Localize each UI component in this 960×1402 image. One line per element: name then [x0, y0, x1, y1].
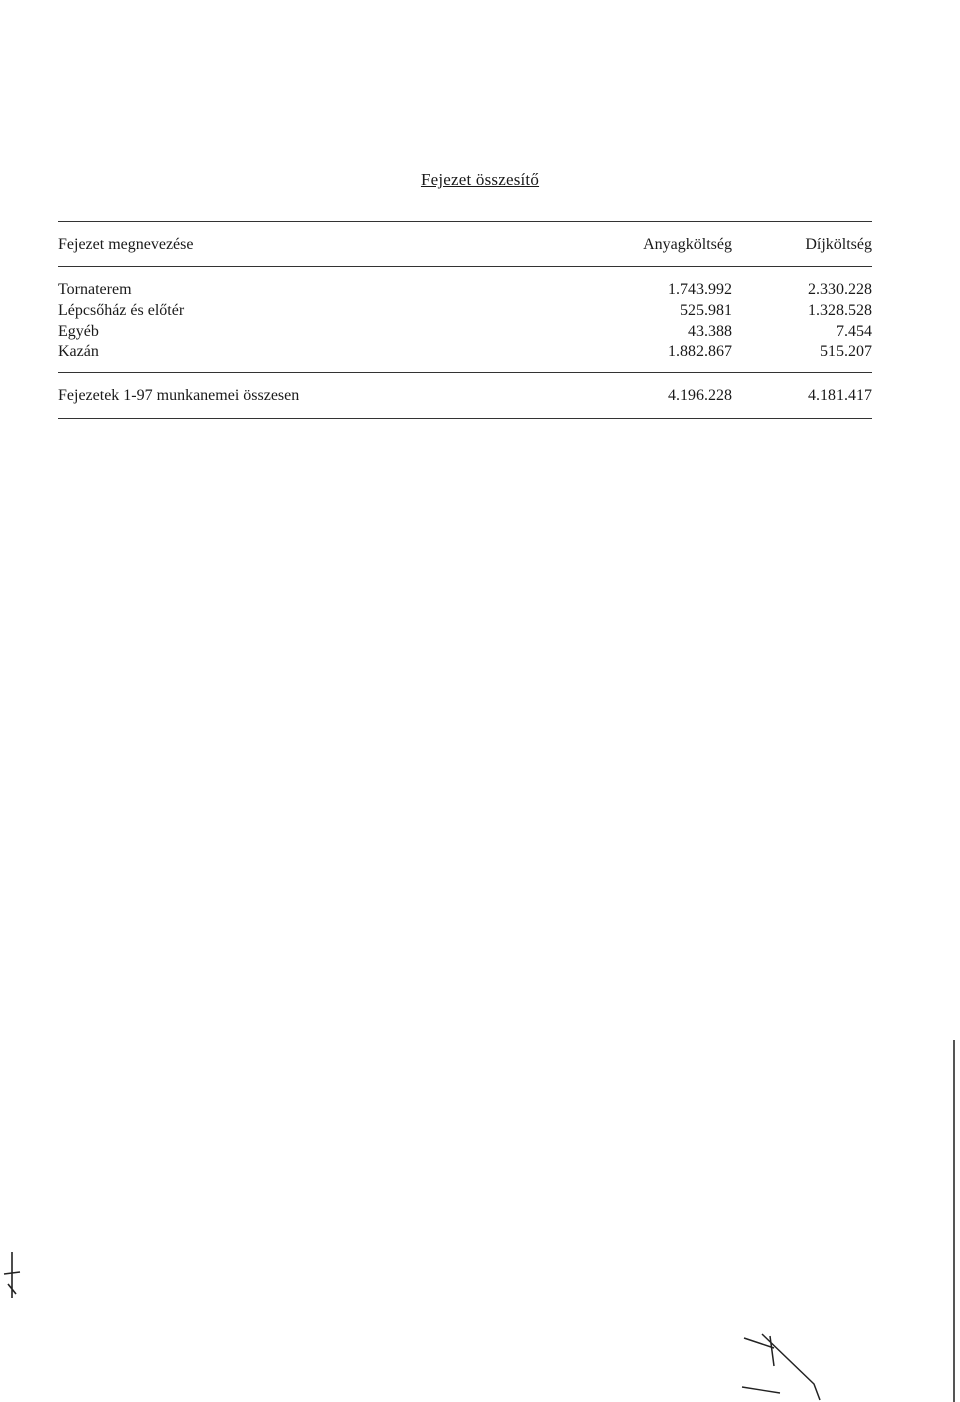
row-name: Egyéb [58, 323, 99, 340]
total-fee-cost: 4.181.417 [808, 387, 872, 404]
row-material-cost: 1.882.867 [668, 343, 732, 360]
header-fee-cost: Díjköltség [805, 236, 872, 253]
row-fee-cost: 1.328.528 [808, 302, 872, 319]
scan-edge-line [953, 1040, 955, 1402]
table-row [58, 322, 872, 342]
header-name: Fejezet megnevezése [58, 236, 194, 253]
row-name: Lépcsőház és előtér [58, 302, 185, 319]
table-row [58, 280, 872, 300]
handwritten-mark [0, 1250, 24, 1300]
row-material-cost: 1.743.992 [668, 281, 732, 298]
table-bottom-rule [58, 418, 872, 419]
row-material-cost: 525.981 [680, 302, 732, 319]
table-row [58, 301, 872, 321]
row-name: Kazán [58, 343, 99, 360]
header-bottom-rule [58, 266, 872, 267]
rows-bottom-rule [58, 372, 872, 373]
handwritten-signature-mark [740, 1330, 830, 1402]
total-material-cost: 4.196.228 [668, 387, 732, 404]
header-material-cost: Anyagköltség [643, 236, 732, 253]
table-row [58, 342, 872, 362]
row-material-cost: 43.388 [688, 323, 732, 340]
table-header-row [58, 235, 872, 255]
row-name: Tornaterem [58, 281, 132, 298]
row-fee-cost: 515.207 [820, 343, 872, 360]
row-fee-cost: 2.330.228 [808, 281, 872, 298]
total-name: Fejezetek 1-97 munkanemei összesen [58, 387, 300, 404]
row-fee-cost: 7.454 [836, 323, 872, 340]
table-total-row [58, 386, 872, 406]
page-title: Fejezet összesítő [420, 170, 540, 189]
table-top-rule [58, 221, 872, 222]
